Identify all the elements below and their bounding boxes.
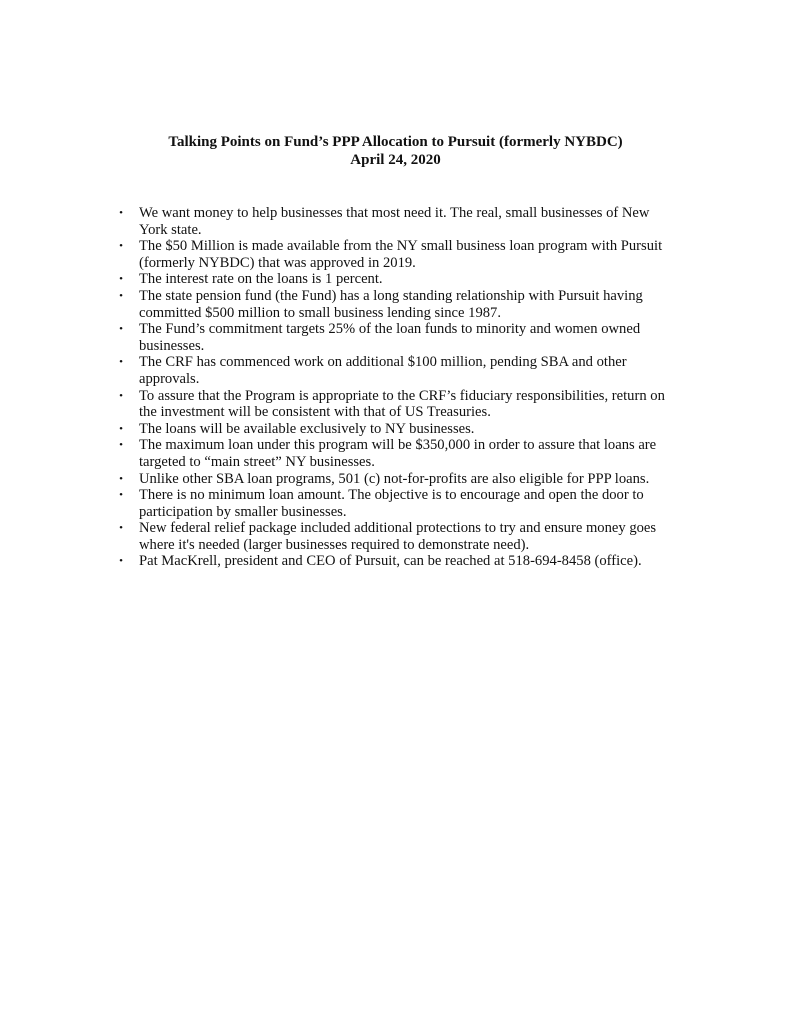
list-item-text: New federal relief package included additional protections to try and ensure money goes where it's needed (larger businesses required to demonstrate need).: [139, 520, 657, 553]
bullet-icon: •: [119, 323, 123, 336]
talking-points-list: [115, 205, 675, 570]
list-item: [115, 205, 675, 238]
bullet-icon: •: [119, 472, 123, 485]
document-date: April 24, 2020: [350, 152, 441, 168]
list-item-text: The $50 Million is made available from the NY small business loan program with Pursuit (formerly NYBDC) that was approved in 2019.: [139, 238, 663, 271]
bullet-icon: •: [119, 273, 123, 286]
bullet-icon: •: [119, 356, 123, 369]
list-item: [115, 354, 675, 387]
list-item: [115, 388, 675, 421]
list-item: [115, 487, 675, 520]
list-item: [115, 471, 675, 488]
bullet-icon: •: [119, 522, 123, 535]
bullet-icon: •: [119, 489, 123, 502]
list-item-text: Unlike other SBA loan programs, 501 (c) not-for-profits are also eligible for PPP loans.: [139, 470, 650, 487]
bullet-icon: •: [119, 389, 123, 402]
list-item-text: The Fund’s commitment targets 25% of the loan funds to minority and women owned businesses.: [139, 321, 641, 354]
list-item: [115, 520, 675, 553]
bullet-icon: •: [119, 555, 123, 568]
list-item-text: The loans will be available exclusively to NY businesses.: [139, 420, 475, 437]
list-item: [115, 238, 675, 271]
document-header: [0, 133, 791, 169]
bullet-icon: •: [119, 240, 123, 253]
list-item-text: The CRF has commenced work on additional $100 million, pending SBA and other approvals.: [139, 354, 627, 387]
bullet-icon: •: [119, 207, 123, 219]
list-item-text: We want money to help businesses that most need it. The real, small businesses of New York state.: [139, 205, 650, 238]
bullet-icon: •: [119, 439, 123, 452]
list-item: [115, 271, 675, 288]
list-item: [115, 553, 675, 570]
list-item: [115, 321, 675, 354]
list-item-text: There is no minimum loan amount. The objective is to encourage and open the door to participation by smaller businesses.: [139, 487, 644, 520]
document-title: Talking Points on Fund’s PPP Allocation to Pursuit (formerly NYBDC): [168, 134, 623, 150]
bullet-icon: •: [119, 289, 123, 302]
list-item: [115, 288, 675, 321]
list-item-text: To assure that the Program is appropriate to the CRF’s fiduciary responsibilities, return on the investment will be consistent with that of US Treasuries.: [139, 387, 665, 421]
list-item-text: The state pension fund (the Fund) has a long standing relationship with Pursuit having committed $500 million to small business lending since 1987.: [139, 287, 643, 321]
bullet-icon: •: [119, 422, 123, 435]
list-item-text: Pat MacKrell, president and CEO of Pursuit, can be reached at 518-694-8458 (office).: [139, 553, 642, 570]
list-item: [115, 437, 675, 470]
list-item-text: The interest rate on the loans is 1 percent.: [139, 271, 383, 288]
list-item-text: The maximum loan under this program will be $350,000 in order to assure that loans are targeted to “main street” NY businesses.: [139, 437, 657, 470]
list-item: [115, 421, 675, 438]
